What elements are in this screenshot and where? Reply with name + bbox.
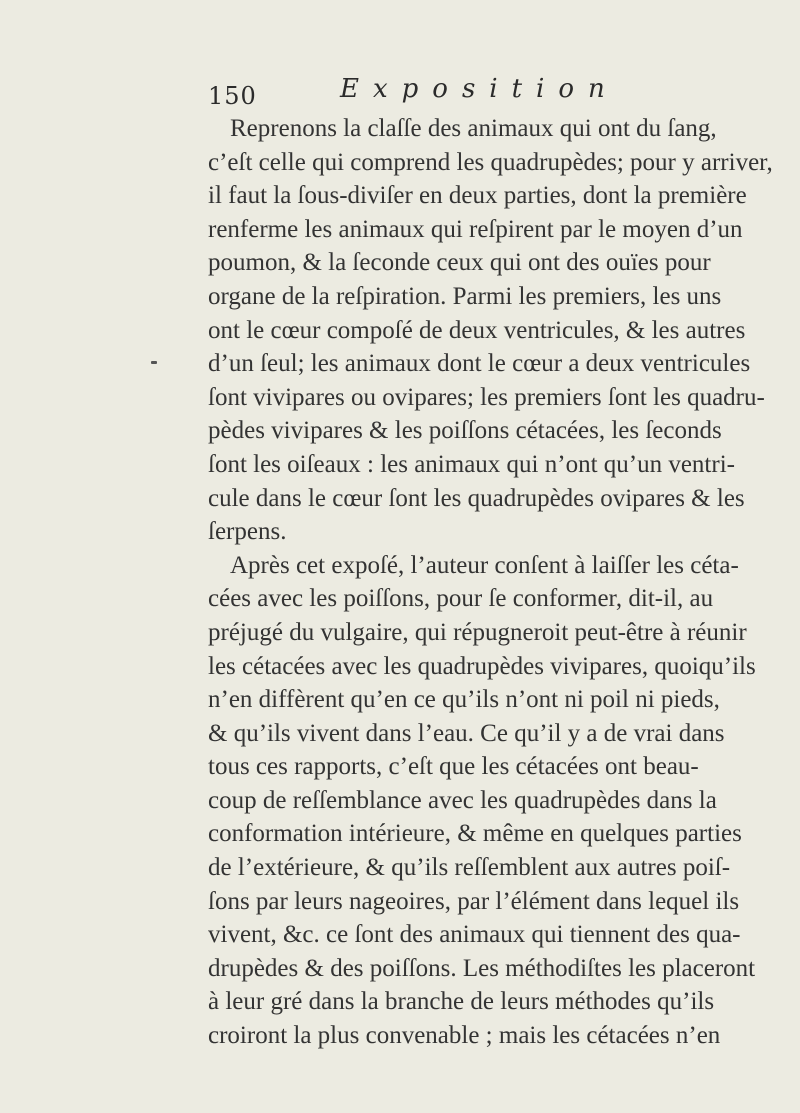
text-line: conformation intérieure, & même en quelques parties	[208, 820, 742, 848]
text-line: renferme les animaux qui reſpirent par le moyen d’un	[208, 215, 743, 243]
text-line: cées avec les poiſſons, pour ſe conformer, dit-il, au	[208, 585, 714, 613]
text-line: cule dans le cœur ſont les quadrupèdes ovipares & les	[208, 484, 745, 512]
text-line: d’un ſeul; les animaux dont le cœur a deux ventricules	[208, 350, 751, 378]
text-line: organe de la reſpiration. Parmi les premiers, les uns	[208, 282, 722, 310]
text-line: de l’extérieure, & qu’ils reſſemblent aux autres poiſ-	[208, 854, 731, 882]
text-line: ſerpens.	[208, 518, 287, 546]
text-line: coup de reſſemblance avec les quadrupèdes dans la	[208, 786, 717, 814]
text-line: Reprenons la claſſe des animaux qui ont du ſang,	[230, 115, 717, 142]
text-line: n’en diffèrent qu’en ce qu’ils n’ont ni poil ni pieds,	[208, 686, 720, 714]
text-line: croiront la plus convenable ; mais les cétacées n’en	[208, 1022, 721, 1050]
text-line: tous ces rapports, c’eſt que les cétacées ont beau-	[208, 753, 699, 781]
text-line: drupèdes & des poiſſons. Les méthodiſtes les placeront	[208, 954, 756, 982]
page-header	[208, 72, 628, 108]
text-line: pèdes vivipares & les poiſſons cétacées, les ſeconds	[208, 417, 722, 445]
text-line: c’eſt celle qui comprend les quadrupèdes; pour y arriver,	[208, 148, 773, 176]
margin-mark	[151, 361, 157, 364]
text-line: à leur gré dans la branche de leurs méthodes qu’ils	[208, 988, 715, 1016]
text-line: ſont vivipares ou ovipares; les premiers ſont les quadru-	[208, 383, 765, 411]
page-number: 150	[208, 82, 257, 110]
text-line: vivent, &c. ce ſont des animaux qui tiennent des qua-	[208, 921, 741, 949]
text-line: préjugé du vulgaire, qui répugneroit peut-être à réunir	[208, 618, 747, 646]
body-text	[208, 112, 773, 1053]
text-line: Après cet expoſé, l’auteur conſent à laiſſer les céta-	[230, 551, 739, 579]
text-line: ont le cœur compoſé de deux ventricules, & les autres	[208, 316, 746, 344]
text-line: les cétacées avec les quadrupèdes vivipares, quoiqu’ils	[208, 652, 756, 680]
text-line: poumon, & la ſeconde ceux qui ont des ouïes pour	[208, 249, 711, 277]
running-title: Exposition	[340, 74, 619, 104]
text-line: & qu’ils vivent dans l’eau. Ce qu’il y a de vrai dans	[208, 719, 725, 747]
text-line: ſons par leurs nageoires, par l’élément dans lequel ils	[208, 887, 740, 915]
text-line: ſont les oiſeaux : les animaux qui n’ont qu’un ventri-	[208, 450, 735, 478]
text-line: il faut la ſous-diviſer en deux parties, dont la première	[208, 182, 747, 210]
